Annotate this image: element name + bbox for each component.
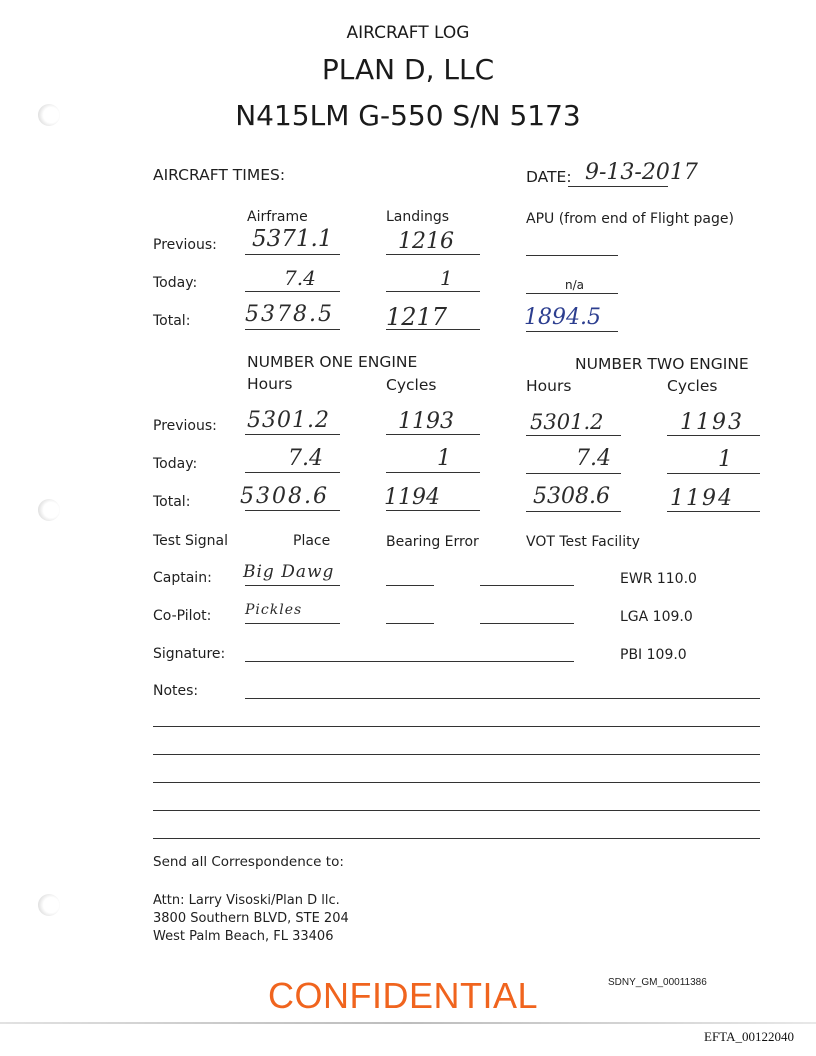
engine-one-hours-header: Hours — [247, 375, 293, 393]
captain-place-line — [245, 585, 340, 586]
airframe-total: 5378.5 — [245, 302, 334, 327]
engine-two-cycles-header: Cycles — [667, 377, 718, 395]
notes-label: Notes: — [153, 683, 199, 699]
col-vot-facility: VOT Test Facility — [526, 534, 640, 550]
airframe-today-line — [245, 291, 340, 292]
col-landings: Landings — [386, 209, 450, 225]
engine-one-title: NUMBER ONE ENGINE — [247, 353, 418, 371]
notes-line-5 — [153, 810, 760, 811]
address-line-1: Attn: Larry Visoski/Plan D llc. — [153, 893, 340, 908]
e2-cycles-total: 1194 — [670, 486, 734, 511]
airframe-total-line — [245, 329, 340, 330]
times-today-label: Today: — [153, 275, 198, 291]
e1-hours-total-line — [245, 510, 340, 511]
airframe-today: 7.4 — [284, 266, 316, 290]
e2-hours-today-line — [526, 473, 621, 474]
e1-cycles-previous-line — [386, 434, 480, 435]
notes-line-4 — [153, 782, 760, 783]
e2-hours-previous-line — [526, 435, 621, 436]
scan-edge-line — [0, 1022, 816, 1024]
captain-value: Big Dawg — [243, 562, 335, 582]
captain-vot-line — [480, 585, 574, 586]
engine-previous-label: Previous: — [153, 418, 217, 434]
e1-cycles-today: 1 — [437, 446, 451, 471]
landings-previous: 1216 — [398, 229, 454, 254]
e2-hours-today: 7.4 — [576, 446, 611, 471]
captain-bearing-line — [386, 585, 434, 586]
aircraft-id: N415LM G-550 S/N 5173 — [235, 99, 581, 132]
confidential-stamp: CONFIDENTIAL — [268, 975, 539, 1016]
aircraft-times-label: AIRCRAFT TIMES: — [153, 166, 286, 184]
times-total-label: Total: — [153, 313, 191, 329]
e1-cycles-previous: 1193 — [398, 409, 454, 434]
address-line-2: 3800 Southern BLVD, STE 204 — [153, 911, 349, 926]
e2-hours-total-line — [526, 511, 621, 512]
signature-line — [245, 661, 574, 662]
e2-cycles-today-line — [667, 473, 760, 474]
airframe-previous-line — [245, 254, 340, 255]
date-label: DATE: — [526, 168, 572, 186]
company-name: PLAN D, LLC — [321, 53, 495, 86]
copilot-bearing-line — [386, 623, 434, 624]
efta-number: EFTA_00122040 — [704, 1029, 794, 1044]
copilot-vot-line — [480, 623, 574, 624]
col-airframe: Airframe — [247, 209, 308, 225]
col-bearing-error: Bearing Error — [386, 534, 479, 550]
punch-hole-bottom — [38, 894, 60, 916]
engine-one-cycles-header: Cycles — [386, 376, 437, 394]
landings-today-line — [386, 291, 480, 292]
e1-hours-previous-line — [245, 434, 340, 435]
landings-previous-line — [386, 254, 480, 255]
captain-label: Captain: — [153, 570, 212, 586]
correspondence-label: Send all Correspondence to: — [153, 854, 344, 870]
facility-lga: LGA 109.0 — [620, 609, 693, 625]
date-value: 9-13-2017 — [585, 160, 698, 185]
apu-today: n/a — [565, 278, 585, 292]
copilot-label: Co-Pilot: — [153, 608, 212, 624]
engine-today-label: Today: — [153, 456, 198, 472]
copilot-value: Pickles — [245, 602, 303, 618]
facility-pbi: PBI 109.0 — [620, 647, 687, 663]
landings-today: 1 — [440, 266, 453, 290]
signature-label: Signature: — [153, 646, 226, 662]
date-line — [568, 186, 668, 187]
e2-cycles-today: 1 — [718, 447, 732, 472]
notes-line-3 — [153, 754, 760, 755]
e1-cycles-today-line — [386, 472, 480, 473]
times-previous-label: Previous: — [153, 237, 217, 253]
e1-hours-total: 5308.6 — [240, 484, 329, 509]
e1-hours-today: 7.4 — [288, 446, 323, 471]
e2-hours-total: 5308.6 — [533, 484, 610, 509]
apu-today-line — [526, 293, 618, 294]
engine-two-title: NUMBER TWO ENGINE — [575, 355, 749, 373]
e1-cycles-total-line — [386, 510, 480, 511]
punch-hole-middle — [38, 499, 60, 521]
notes-line-1 — [245, 698, 760, 699]
airframe-previous: 5371.1 — [252, 226, 333, 252]
engine-two-hours-header: Hours — [526, 377, 572, 395]
apu-previous-line — [526, 255, 618, 256]
log-title: AIRCRAFT LOG — [346, 23, 470, 43]
apu-total: 1894.5 — [524, 305, 601, 330]
e1-hours-previous: 5301.2 — [247, 408, 330, 433]
bates-number: SDNY_GM_00011386 — [608, 977, 707, 988]
e2-cycles-previous: 1193 — [680, 410, 744, 435]
address-line-3: West Palm Beach, FL 33406 — [153, 929, 334, 944]
e2-cycles-previous-line — [667, 435, 760, 436]
e1-cycles-total: 1194 — [384, 485, 440, 510]
notes-line-2 — [153, 726, 760, 727]
facility-ewr: EWR 110.0 — [620, 571, 697, 587]
e2-cycles-total-line — [667, 511, 760, 512]
e1-hours-today-line — [245, 472, 340, 473]
notes-line-6 — [153, 838, 760, 839]
apu-total-line — [526, 331, 618, 332]
copilot-place-line — [245, 623, 340, 624]
col-test-signal: Test Signal — [153, 533, 229, 549]
col-apu: APU (from end of Flight page) — [526, 211, 734, 227]
engine-total-label: Total: — [153, 494, 191, 510]
landings-total: 1217 — [386, 303, 448, 331]
e2-hours-previous: 5301.2 — [530, 410, 604, 434]
col-place: Place — [293, 533, 331, 549]
